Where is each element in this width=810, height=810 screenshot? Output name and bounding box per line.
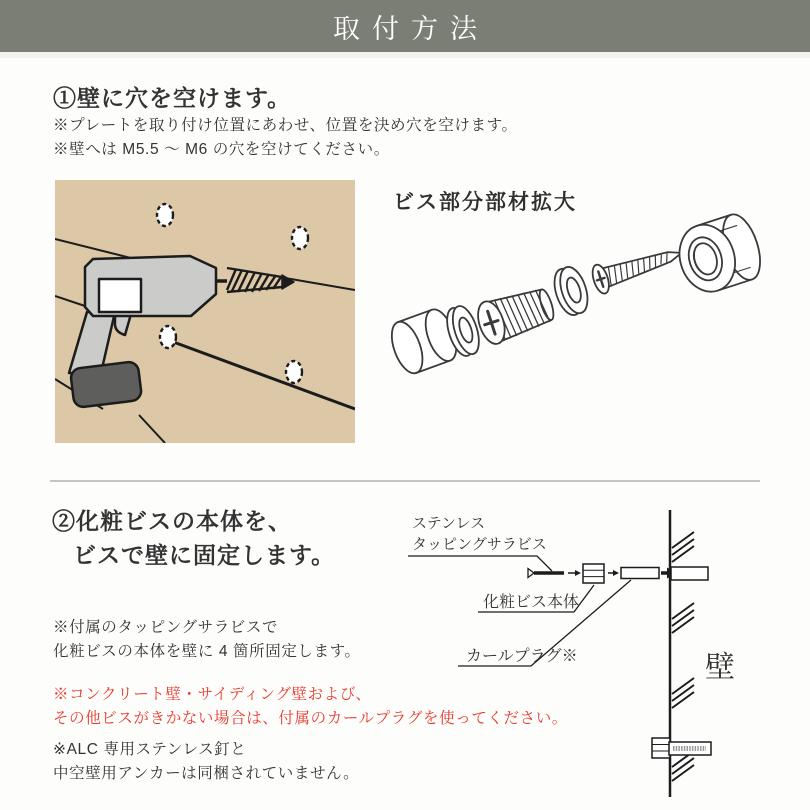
- step1-note-1: ※プレートを取り付け位置にあわせ、位置を決め穴を空けます。: [53, 117, 518, 134]
- arrow-right-2: [608, 570, 619, 576]
- assembled-screw-in-wall: [652, 738, 711, 758]
- label-stainless-line1: ステンレス: [412, 515, 486, 532]
- header-bottom-strip: [0, 52, 810, 58]
- step2-warning-line1: ※コンクリート壁・サイディング壁および、: [53, 686, 372, 703]
- step1-title: ①壁に穴を空けます。: [53, 85, 292, 111]
- step2-note1-line2: 化粧ビスの本体を壁に 4 箇所固定します。: [53, 643, 361, 660]
- wall-mount-diagram: [400, 505, 800, 810]
- screw-parts-exploded-diagram: [390, 210, 780, 390]
- label-stainless-line2: タッピングサラビス: [412, 536, 547, 553]
- step2-title-line1: ②化粧ビスの本体を、: [52, 508, 292, 534]
- section-divider: [50, 480, 760, 482]
- step2-warning-line2: その他ビスがきかない場合は、付属のカールプラグを使ってください。: [53, 710, 568, 727]
- arrow-right-1: [568, 570, 581, 576]
- step2-note2-line2: 中空壁用アンカーは同梱されていません。: [53, 765, 360, 782]
- nut-body: [671, 210, 767, 299]
- washer-2: [549, 264, 592, 319]
- drill-label: [99, 279, 141, 312]
- curl-plug: [621, 568, 659, 579]
- drill-battery-base: [70, 361, 142, 408]
- label-curl-plug: カールプラグ※: [466, 648, 578, 665]
- step2-note1-line1: ※付属のタッピングサラビスで: [53, 619, 279, 636]
- tapping-screw: [589, 239, 686, 296]
- step2-note2-line1: ※ALC 専用ステンレス釘と: [53, 741, 247, 758]
- step1-note-2: ※壁へは M5.5 ～ M6 の穴を空けてください。: [53, 141, 390, 158]
- screw-parts-title: ビス部分部材拡大: [393, 191, 577, 214]
- drill-on-wall-illustration: [55, 180, 355, 443]
- step2-title-line2: ビスで壁に固定します。: [73, 542, 336, 568]
- tapping-screw-side: [528, 569, 564, 578]
- decorative-screw-body: [583, 564, 604, 583]
- plug-in-wall: [671, 567, 708, 580]
- label-wall: 壁: [705, 651, 735, 684]
- label-screw-body: 化粧ビス本体: [483, 594, 580, 611]
- page-title: 取付方法: [333, 13, 489, 44]
- header-bar: [0, 0, 810, 52]
- threaded-stud: [473, 282, 558, 347]
